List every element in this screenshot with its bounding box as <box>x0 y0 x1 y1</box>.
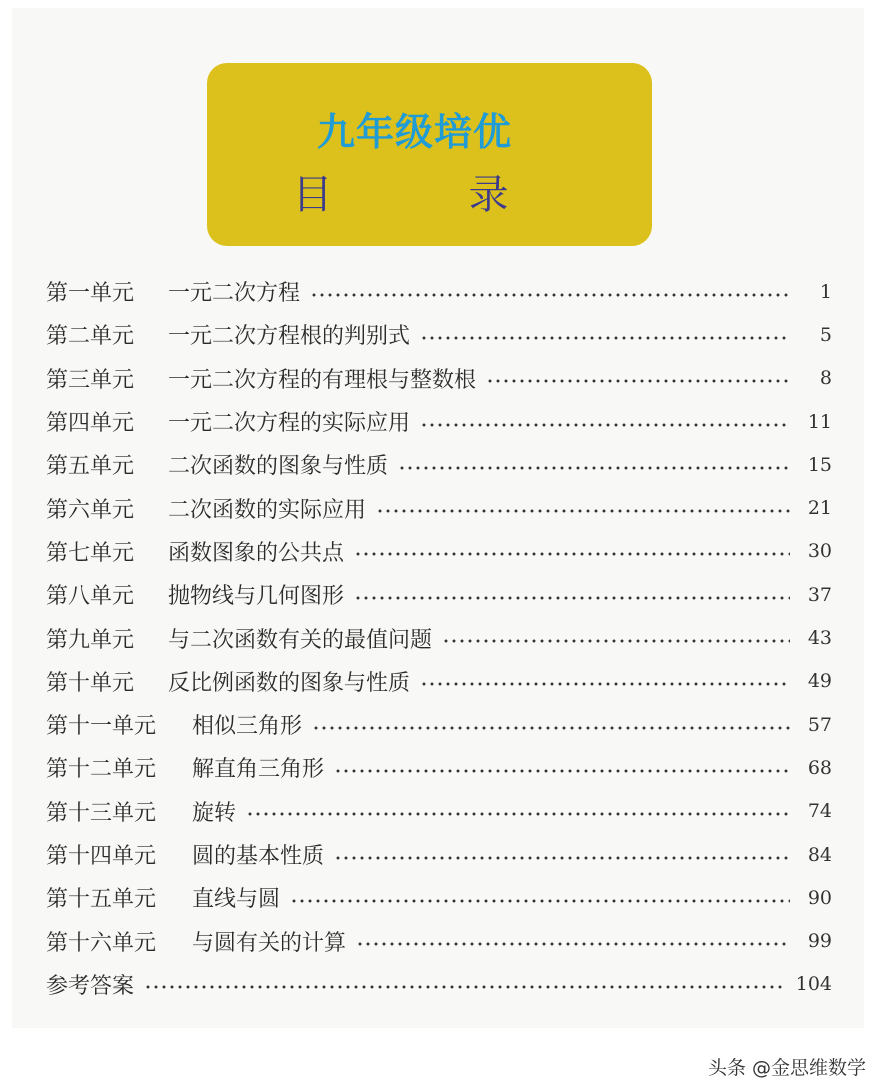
toc-page: 99 <box>807 930 832 953</box>
toc-row[interactable] <box>46 486 832 529</box>
toc-chapter: 与二次函数有关的最值问题 <box>168 627 433 653</box>
toc-row[interactable] <box>46 357 832 400</box>
toc-unit: 第十三单元 <box>46 800 157 826</box>
toc-page: 84 <box>807 843 832 866</box>
dot-leader <box>486 379 790 383</box>
toc-page: 74 <box>807 800 832 823</box>
toc-page: 11 <box>807 410 832 433</box>
toc-row[interactable] <box>46 443 832 486</box>
toc-unit: 参考答案 <box>46 973 135 999</box>
toc-page: 104 <box>795 973 832 996</box>
toc-unit: 第五单元 <box>46 454 135 480</box>
dot-leader <box>334 769 790 773</box>
toc-page: 8 <box>819 367 832 390</box>
dot-leader <box>354 596 790 600</box>
dot-leader <box>420 423 790 427</box>
toc-row[interactable] <box>46 400 832 443</box>
toc-unit: 第三单元 <box>46 367 135 393</box>
toc-unit: 第十一单元 <box>46 714 157 740</box>
toc-unit: 第十五单元 <box>46 887 157 913</box>
toc-unit: 第十六单元 <box>46 930 157 956</box>
dot-leader <box>356 942 790 946</box>
source-watermark: 头条 @金思维数学 <box>707 1057 866 1079</box>
book-title: 九年级培优 <box>316 110 512 154</box>
dot-leader <box>312 726 790 730</box>
toc-row[interactable] <box>46 833 832 876</box>
toc-page: 49 <box>807 670 832 693</box>
toc-chapter: 反比例函数的图象与性质 <box>168 670 411 696</box>
toc-chapter: 与圆有关的计算 <box>192 930 347 956</box>
dot-leader <box>420 336 790 340</box>
dot-leader <box>334 856 790 860</box>
toc-row-answers[interactable] <box>46 963 832 1006</box>
toc-page: 15 <box>807 453 832 476</box>
toc-chapter: 函数图象的公共点 <box>168 540 345 566</box>
toc-page: 43 <box>807 627 832 650</box>
toc-page: 30 <box>807 540 832 563</box>
toc-row[interactable] <box>46 660 832 703</box>
toc-page: 68 <box>807 756 832 779</box>
toc-row[interactable] <box>46 530 832 573</box>
dot-leader <box>290 899 790 903</box>
toc-unit: 第一单元 <box>46 281 135 307</box>
toc-page: 5 <box>819 323 832 346</box>
dot-leader <box>310 293 790 297</box>
toc-chapter: 圆的基本性质 <box>192 844 325 869</box>
toc-chapter: 二次函数的实际应用 <box>168 497 367 523</box>
toc-row[interactable] <box>46 876 832 919</box>
toc-unit: 第二单元 <box>46 324 135 350</box>
toc-unit: 第八单元 <box>46 584 135 610</box>
contents-heading: 目 录 <box>292 172 557 218</box>
toc-unit: 第十四单元 <box>46 844 157 869</box>
toc-chapter: 一元二次方程的实际应用 <box>168 411 411 437</box>
toc-chapter: 直线与圆 <box>192 887 281 913</box>
toc-row[interactable] <box>46 270 832 313</box>
toc-row[interactable] <box>46 746 832 789</box>
toc-page: 21 <box>807 497 832 520</box>
toc-row[interactable] <box>46 573 832 616</box>
toc-chapter: 一元二次方程的有理根与整数根 <box>168 367 477 393</box>
toc-page: 37 <box>807 583 832 606</box>
toc-row[interactable] <box>46 790 832 833</box>
toc-page: 90 <box>807 886 832 909</box>
title-banner <box>207 63 652 246</box>
dot-leader <box>376 509 790 513</box>
toc-row[interactable] <box>46 703 832 746</box>
toc-row[interactable] <box>46 919 832 962</box>
table-of-contents <box>46 270 832 1006</box>
toc-chapter: 一元二次方程 <box>168 281 301 307</box>
dot-leader <box>144 985 782 989</box>
toc-chapter: 抛物线与几何图形 <box>168 584 345 610</box>
toc-unit: 第六单元 <box>46 497 135 523</box>
toc-chapter: 解直角三角形 <box>192 757 325 783</box>
toc-chapter: 旋转 <box>192 800 237 826</box>
toc-unit: 第七单元 <box>46 540 135 566</box>
toc-unit: 第九单元 <box>46 627 135 653</box>
dot-leader <box>246 812 790 816</box>
toc-unit: 第四单元 <box>46 411 135 437</box>
toc-unit: 第十二单元 <box>46 757 157 783</box>
toc-row[interactable] <box>46 616 832 659</box>
dot-leader <box>354 552 790 556</box>
toc-chapter: 二次函数的图象与性质 <box>168 454 389 480</box>
toc-page: 1 <box>819 280 832 303</box>
toc-chapter: 相似三角形 <box>192 714 303 740</box>
dot-leader <box>420 682 790 686</box>
toc-row[interactable] <box>46 313 832 356</box>
toc-chapter: 一元二次方程根的判别式 <box>168 324 411 350</box>
dot-leader <box>442 639 790 643</box>
dot-leader <box>398 466 790 470</box>
toc-unit: 第十单元 <box>46 670 135 696</box>
toc-page: 57 <box>807 713 832 736</box>
